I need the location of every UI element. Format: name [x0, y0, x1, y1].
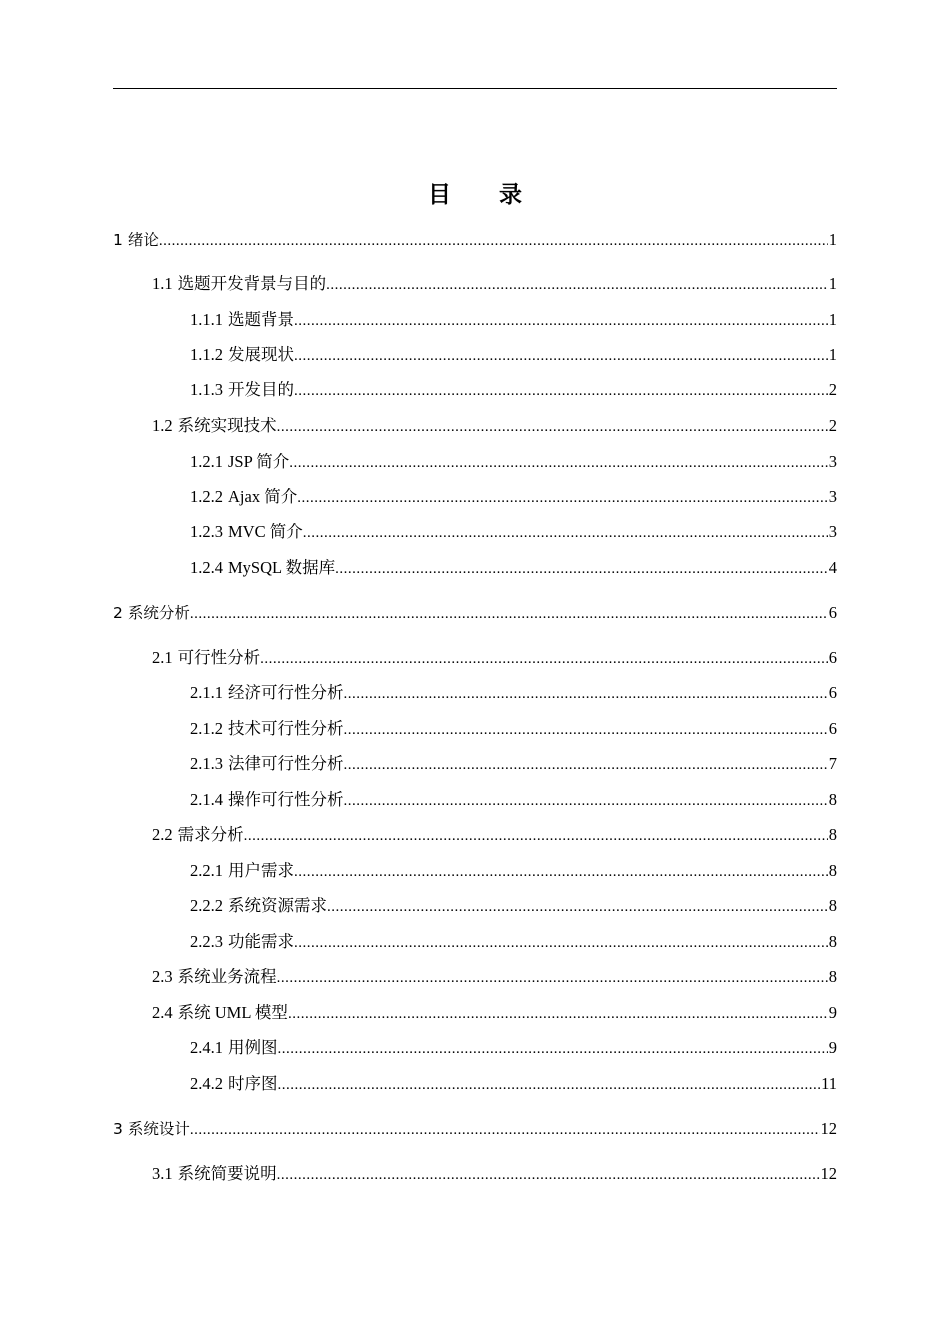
toc-leader-dots — [294, 309, 828, 333]
toc-entry-title: 用例图 — [228, 1038, 278, 1057]
toc-leader-dots — [294, 860, 828, 884]
toc-entry-page: 8 — [828, 967, 837, 986]
toc-entry-number: 2 — [113, 604, 123, 622]
toc-entry-number: 2.1.4 — [190, 790, 223, 809]
toc-entry-title: 用户需求 — [228, 861, 294, 880]
toc-entry[interactable] — [190, 788, 837, 812]
toc-entry-page: 8 — [828, 932, 837, 951]
toc-entry[interactable] — [113, 228, 837, 252]
toc-entry-title: 法律可行性分析 — [228, 754, 344, 773]
toc-entry-page: 1 — [828, 230, 837, 249]
toc-entry-page: 8 — [828, 790, 837, 809]
toc-entry-title: 操作可行性分析 — [228, 790, 344, 809]
toc-entry[interactable] — [190, 717, 837, 741]
toc-entry-number: 1.2.3 — [190, 522, 223, 541]
toc-leader-dots — [335, 557, 828, 581]
toc-entry-number: 2.4 — [152, 1003, 173, 1022]
toc-entry-title: 发展现状 — [228, 345, 294, 364]
toc-entry-title: 经济可行性分析 — [228, 683, 344, 702]
toc-entry-number: 2.1.2 — [190, 719, 223, 738]
toc-leader-dots — [294, 344, 828, 368]
toc-entry[interactable] — [113, 1117, 837, 1141]
toc-entry-page: 6 — [828, 648, 837, 667]
toc-entry-number: 2.2.3 — [190, 932, 223, 951]
toc-entry[interactable] — [190, 485, 837, 509]
toc-entry-title: 技术可行性分析 — [228, 719, 344, 738]
toc-entry-title: 需求分析 — [177, 825, 244, 844]
toc-entry-title: MVC 简介 — [228, 522, 303, 541]
toc-leader-dots — [326, 273, 828, 297]
toc-entry-title: 时序图 — [228, 1074, 278, 1093]
toc-entry[interactable] — [190, 556, 837, 580]
toc-leader-dots — [244, 824, 828, 848]
toc-entry[interactable] — [152, 272, 837, 296]
toc-entry-number: 1 — [113, 231, 123, 249]
toc-entry-page: 3 — [828, 452, 837, 471]
toc-leader-dots — [344, 682, 828, 706]
toc-entry-page: 6 — [828, 719, 837, 738]
toc-entry-title: 系统资源需求 — [228, 896, 327, 915]
toc-leader-dots — [344, 718, 828, 742]
header-rule — [113, 88, 837, 89]
toc-leader-dots — [260, 647, 828, 671]
toc-leader-dots — [344, 753, 828, 777]
toc-entry-number: 3.1 — [152, 1164, 173, 1183]
toc-entry-page: 3 — [828, 522, 837, 541]
toc-entry-page: 12 — [820, 1164, 837, 1183]
toc-entry[interactable] — [190, 378, 837, 402]
toc-leader-dots — [294, 379, 828, 403]
toc-entry-page: 12 — [820, 1119, 837, 1138]
toc-entry-number: 1.1 — [152, 274, 173, 293]
toc-entry[interactable] — [190, 1036, 837, 1060]
toc-leader-dots — [288, 1002, 828, 1026]
toc-entry-number: 2.2 — [152, 825, 173, 844]
toc-entry[interactable] — [190, 894, 837, 918]
toc-entry-number: 1.1.3 — [190, 380, 223, 399]
toc-entry-page: 8 — [828, 896, 837, 915]
toc-entry[interactable] — [190, 450, 837, 474]
toc-entry[interactable] — [152, 646, 837, 670]
toc-leader-dots — [277, 415, 828, 439]
toc-entry-number: 2.2.1 — [190, 861, 223, 880]
toc-leader-dots — [289, 451, 827, 475]
toc-entry[interactable] — [152, 965, 837, 989]
toc-entry-title: MySQL 数据库 — [228, 558, 336, 577]
toc-entry[interactable] — [152, 823, 837, 847]
toc-entry-number: 1.2 — [152, 416, 173, 435]
toc-entry-page: 2 — [828, 380, 837, 399]
toc-entry-page: 9 — [828, 1003, 837, 1022]
toc-entry-page: 6 — [828, 683, 837, 702]
toc-entry-page: 11 — [821, 1074, 837, 1093]
toc-entry-number: 2.3 — [152, 967, 173, 986]
toc-entry-number: 1.2.2 — [190, 487, 223, 506]
toc-entry[interactable] — [190, 343, 837, 367]
toc-entry-number: 2.4.1 — [190, 1038, 223, 1057]
toc-entry-number: 2.2.2 — [190, 896, 223, 915]
toc-entry-page: 4 — [828, 558, 837, 577]
toc-entry-title: 开发目的 — [228, 380, 294, 399]
page-title: 目 录 — [427, 182, 542, 208]
toc-entry-title: 系统设计 — [127, 1120, 190, 1138]
toc-entry[interactable] — [152, 1001, 837, 1025]
toc-entry-title: 系统业务流程 — [177, 967, 277, 986]
toc-entry-title: 可行性分析 — [177, 648, 261, 667]
toc-leader-dots — [190, 602, 828, 626]
toc-entry-title: 选题背景 — [228, 310, 294, 329]
toc-entry-page: 8 — [828, 825, 837, 844]
toc-leader-dots — [344, 789, 828, 813]
toc-entry-number: 2.1 — [152, 648, 173, 667]
toc-entry-number: 3 — [113, 1120, 123, 1138]
toc-leader-dots — [190, 1118, 820, 1142]
toc-leader-dots — [277, 1163, 820, 1187]
toc-entry-title: 系统 UML 模型 — [177, 1003, 288, 1022]
toc-entry[interactable] — [190, 859, 837, 883]
toc-entry-title: 系统简要说明 — [177, 1164, 277, 1183]
toc-entry-number: 1.1.1 — [190, 310, 223, 329]
toc-leader-dots — [278, 1073, 821, 1097]
toc-entry[interactable] — [113, 601, 837, 625]
toc-entry-number: 1.1.2 — [190, 345, 223, 364]
toc-entry[interactable] — [190, 308, 837, 332]
toc-entry-page: 8 — [828, 861, 837, 880]
toc-entry-number: 1.2.1 — [190, 452, 223, 471]
toc-entry[interactable] — [152, 1162, 837, 1186]
toc-entry-title: 系统分析 — [127, 604, 190, 622]
toc-entry-page: 3 — [828, 487, 837, 506]
toc-leader-dots — [327, 895, 828, 919]
toc-entry-number: 2.1.3 — [190, 754, 223, 773]
toc-entry[interactable] — [190, 520, 837, 544]
toc-entry[interactable] — [190, 681, 837, 705]
toc-entry[interactable] — [190, 930, 837, 954]
toc-entry-page: 7 — [828, 754, 837, 773]
toc-leader-dots — [303, 521, 828, 545]
toc-entry-title: Ajax 简介 — [228, 487, 298, 506]
toc-entry[interactable] — [152, 414, 837, 438]
toc-entry-page: 6 — [828, 603, 837, 622]
toc-entry-number: 2.1.1 — [190, 683, 223, 702]
toc-entry-title: JSP 简介 — [228, 452, 290, 471]
toc-entry-number: 2.4.2 — [190, 1074, 223, 1093]
toc-leader-dots — [278, 1037, 828, 1061]
toc-entry-page: 1 — [828, 345, 837, 364]
toc-entry-page: 1 — [828, 310, 837, 329]
toc-entry-page: 2 — [828, 416, 837, 435]
toc-leader-dots — [297, 486, 828, 510]
toc-leader-dots — [294, 931, 828, 955]
toc-entry-title: 功能需求 — [228, 932, 294, 951]
toc-entry-title: 系统实现技术 — [177, 416, 277, 435]
toc-leader-dots — [159, 229, 828, 253]
toc-entry-page: 1 — [828, 274, 837, 293]
toc-entry-title: 选题开发背景与目的 — [177, 274, 327, 293]
toc-entry-page: 9 — [828, 1038, 837, 1057]
toc-entry-number: 1.2.4 — [190, 558, 223, 577]
toc-entry[interactable] — [190, 1072, 837, 1096]
toc-entry[interactable] — [190, 752, 837, 776]
toc-entry-title: 绪论 — [127, 231, 159, 249]
toc-leader-dots — [277, 966, 828, 990]
